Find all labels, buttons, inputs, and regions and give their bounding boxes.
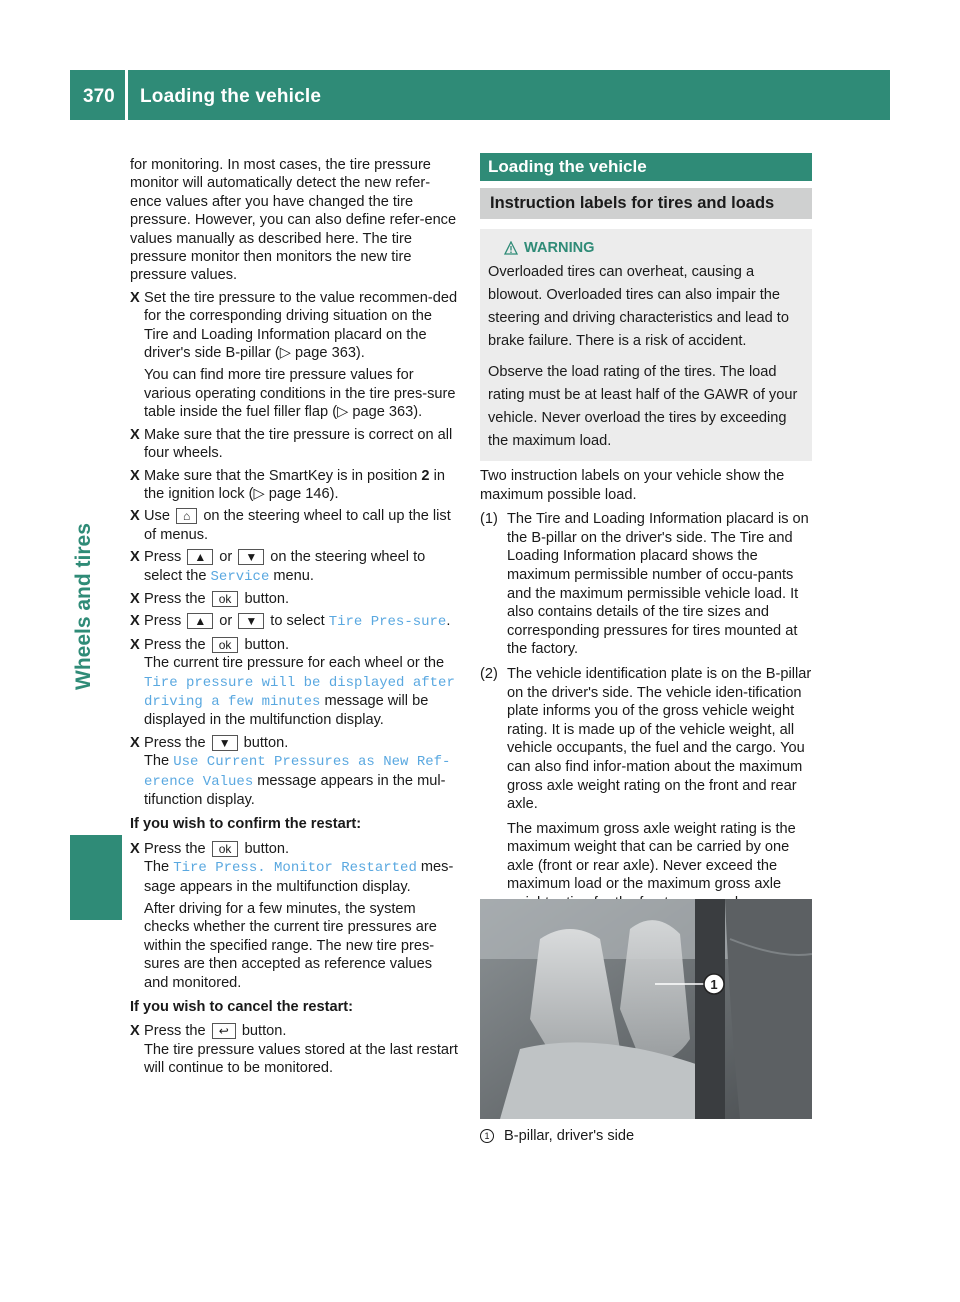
step-bullet: X [130,636,140,653]
back-key-icon: ↩ [212,1023,236,1039]
step-bullet: X [130,426,140,443]
step-bullet: X [130,508,140,525]
key-position: 2 [421,467,430,484]
photo-callout: 1 [710,977,718,992]
menu-item-name: Tire Pres‐sure [328,614,447,631]
down-arrow-icon: ▼ [238,613,264,629]
cancel-heading: If you wish to cancel the restart: [130,999,354,1016]
ok-key-icon: ok [212,637,239,653]
step-item [130,507,460,544]
step-text: Make sure that the tire pressure is correct on all four wheels. [144,426,453,462]
step-item [130,289,460,422]
step-item [130,467,460,504]
step-text: Press the ok button. The Tire Press. Monitor Restarted mes-sage appears in the multifunction display. [144,840,454,895]
intro-paragraph: for monitoring. In most cases, the tire pressure monitor will automatically detect the new refer-ence values after you have changed the tire pressure. However, you can also define refer-ence values manually as described here. The tire pressure monitor then monitors the new tire pressure values. [130,157,457,284]
header-divider [125,70,128,120]
step-text: Press the ↩ button. The tire pressure values stored at the last restart will continue to be monitored. [144,1023,458,1077]
display-message: Use Current Pressures as New Ref‐erence Values [144,754,451,790]
numbered-item [480,665,812,913]
step-item [130,612,460,631]
item-number: (1) [480,511,498,528]
down-arrow-icon: ▼ [238,549,264,565]
ok-key-icon: ok [212,591,239,607]
up-arrow-icon: ▲ [187,549,213,565]
page-number: 370 [83,86,115,107]
warning-text: Observe the load rating of the tires. The load rating must be at least half of the GAWR of your vehicle. Never overload the tires by exceeding the maximum load. [488,364,798,449]
warning-text: Overloaded tires can overheat, causing a blowout. Overloaded tires can also impair the steering and driving characteristics and lead to brake failure. There is a risk of accident. [488,264,789,349]
item-text: The Tire and Loading Information placard is on the B-pillar on the driver's side. The Tire and Loading Information placard shows the maximum permissible number of occu-pants and the maximum permissible vehicle load. It also contains details of the tire sizes and corresponding pressures for tires mounted at the factory. [507,511,809,658]
step-text: Press the ok button. [144,590,290,607]
right-column [480,153,812,919]
step-item [130,840,460,992]
caption-text: B-pillar, driver's side [504,1128,635,1144]
step-bullet: X [130,467,140,484]
menu-name: Service [210,568,270,585]
step-bullet: X [130,590,140,607]
warning-header [488,237,804,259]
step-note: You can find more tire pressure values for various operating conditions in the tire pres-sure table inside the fuel filler flap (▷ page 363). [144,367,456,421]
section-title: Loading the vehicle [480,153,812,181]
step-bullet: X [130,549,140,566]
car-interior-illustration [480,899,812,1119]
sidebar-chapter-label: Wheels and tires [72,523,95,690]
step-item [130,636,460,730]
step-text: Press the ok button. The current tire pressure for each wheel or the Tire pressure will be displayed after driving a few minutes message will be displayed in the multifunction display. [144,636,455,729]
step-text: Use ⌂ on the steering wheel to call up the list of menus. [144,508,451,543]
display-message: Tire Press. Monitor Restarted [173,860,417,877]
step-item [130,426,460,463]
warning-triangle-icon [504,241,518,255]
ok-key-icon: ok [212,841,239,857]
photo-caption [480,1128,812,1144]
confirm-heading: If you wish to confirm the restart: [130,816,362,833]
display-message: Tire pressure will be displayed after driving a few minutes [144,674,455,710]
item-text: The vehicle identification plate is on the B-pillar on the driver's side. The vehicle iden-tification plate informs you of the gross vehicle weight rating. It is made up of the vehicle weight, all vehicle occupants, the fuel and the cargo. You can also find infor-mation about the maximum gross axle weight rating on the front and rear axle. [507,665,812,813]
step-bullet: X [130,289,140,306]
step-text: Press ▲ or ▼ on the steering wheel to select the Service menu. [144,549,426,585]
left-column [130,156,460,1082]
item-note: The maximum gross axle weight rating is the maximum weight that can be carried by one axle (front or rear axle). Never exceed the maximum load or the maximum gross axle [507,820,796,893]
step-item [130,1022,460,1077]
step-text: Press ▲ or ▼ to select Tire Pres‐sure. [144,613,451,631]
step-text: Set the tire pressure to the value recommen-ded for the corresponding driving situation on the Tire and Loading Information placard on the driver's side B-pillar (▷ page 363). [144,289,458,362]
caption-number: 1 [480,1129,494,1143]
step-bullet: X [130,734,140,751]
step-text: Make sure that the SmartKey is in position 2 in the ignition lock (▷ page 146). [144,467,445,502]
step-note: After driving for a few minutes, the system checks whether the current tire pressures are within the specified range. The new tire pres-sures are then accepted as reference values and monitored. [144,901,437,991]
step-text: Press the ▼ button. The Use Current Pressures as New Ref‐erence Values message appears in the mul-tifunction display. [144,734,451,808]
home-icon: ⌂ [176,508,197,524]
sidebar-tab-block [70,835,122,920]
step-item [130,734,460,810]
warning-label: WARNING [524,240,595,256]
step-bullet: X [130,840,140,857]
labels-intro: Two instruction labels on your vehicle show the maximum possible load. [480,468,785,503]
b-pillar-photo [480,899,812,1119]
step-bullet: X [130,613,140,630]
step-item [130,548,460,586]
item-number: (2) [480,665,498,682]
down-arrow-icon: ▼ [212,735,238,751]
subsection-title: Instruction labels for tires and loads [480,188,812,219]
up-arrow-icon: ▲ [187,613,213,629]
step-bullet: X [130,1023,140,1040]
numbered-item [480,510,812,659]
page-title: Loading the vehicle [140,86,322,107]
warning-box [480,229,812,461]
step-item [130,590,460,608]
